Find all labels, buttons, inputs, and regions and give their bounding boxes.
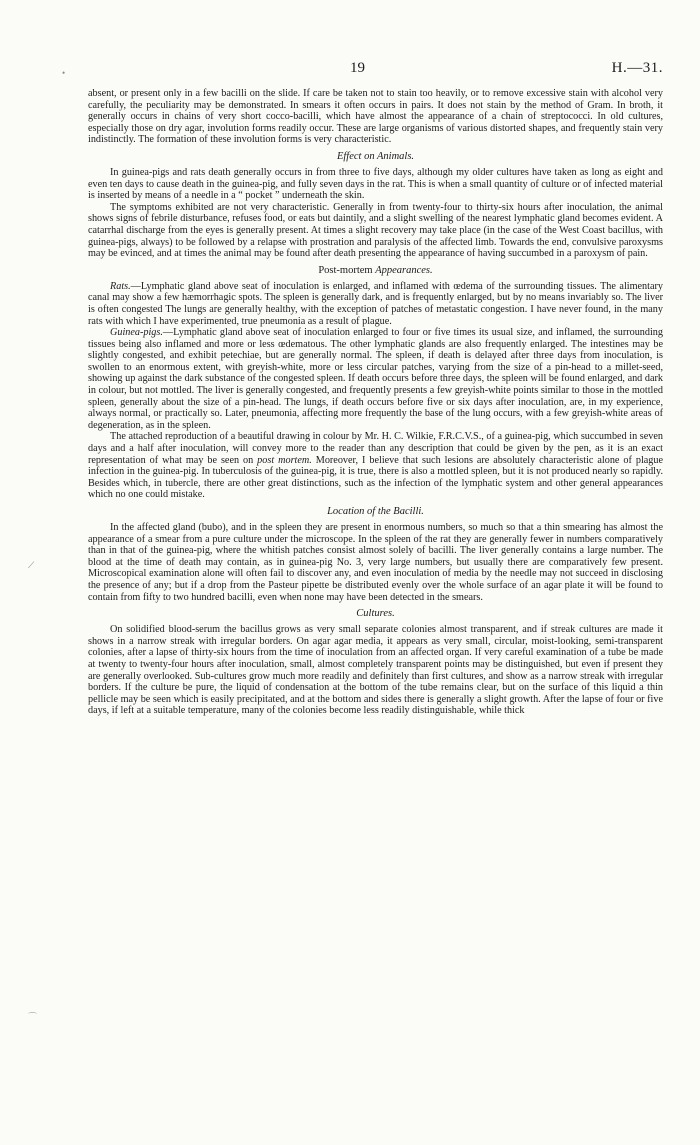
page-number: 19 xyxy=(350,60,365,76)
margin-mark: ⌒ xyxy=(28,1012,38,1022)
document-reference: H.—31. xyxy=(611,60,663,76)
margin-dot: • xyxy=(62,68,66,78)
paragraph: The symptoms exhibited are not very characteristic. Generally in from twenty-four to thirty-six hours after inoculation, the animal shows signs of febrile disturbance, refuses food, or eats but daintily, and a slight swelling of the nearest lymphatic gland becomes evident. A catarrhal discharge from the eyes is generally present. At times a slight recovery may take place (in the case of the West Coast bacillus, with guinea-pigs, always) to be followed by a relapse with prostration and paralysis of the affected limb. Towards the end, convulsive paroxysms may be evinced, and at times the animal may be found after death presenting the appearance of having succumbed in a paroxysm of pain. xyxy=(88,201,663,260)
section-heading-location: Location of the Bacilli. xyxy=(327,506,424,517)
intro-paragraph: absent, or present only in a few bacilli on the slide. If care be taken not to stain too heavily, or to remove excessive stain with alcohol very carefully, the peculiarity may be demonstrated. In smears it often occurs in pairs. It does not stain by the method of Gram. In broth, it generally occurs in chains of very short cocco-bacilli, which have almost the appearance of a chain of streptococci. In old cultures, especially those on dry agar, involution forms readily occur. These are large organisms of various distorted shapes, and frequently stain very indistinctly. The formation of these involution forms is very characteristic. xyxy=(88,88,663,146)
paragraph-guinea-pigs: Guinea-pigs.—Lymphatic gland above seat of inoculation enlarged to four or five times its usual size, and inflamed, the surrounding tissues being also inflamed and more or less œdematous. The other lymphatic glands are also frequently enlarged. The intestines may be slightly congested, and exhibit petechiae, but are generally normal. The spleen, if death is delayed after three days from inoculation, is swollen to an enormous extent, with greyish-white, more or less circular patches, varying from the size of a pin-head to a millet-seed, showing up against the dark substance of the congested spleen. If death occurs before three days, the spleen will be found enlarged, and dark in colour, but not mottled. The liver is generally congested, and frequently presents a few greyish-white points similar to those in the mottled spleen, generally about the size of a pin-head. The lungs, if death occurs before five or six days after inoculation, are, in my experience, always normal, or practically so. Later, pneumonia, affecting more frequently the base of the lung occurs, with a few greyish-white areas of degeneration, as in the spleen. xyxy=(88,327,663,431)
page-header xyxy=(88,60,663,88)
section-heading-effect-on-animals: Effect on Animals. xyxy=(336,150,415,162)
paragraph: In guinea-pigs and rats death generally occurs in from three to five days, although my older cultures have taken as long as eight and even ten days to cause death in the guinea-pig, and fully seven days in the rat. This is when a small quantity of culture or of infected material is inserted by means of a needle in a “ pocket ” underneath the skin. xyxy=(88,166,663,202)
document-page xyxy=(88,60,663,717)
paragraph: On solidified blood-serum the bacillus grows as very small separate colonies almost transparent, and if streak cultures are made it shows in a narrow streak with irregular borders. On agar agar media, it appears as very small, circular, moist-looking, semi-transparent colonies, after a lapse of thirty-six hours from the time of inoculation from an affected organ. If very careful examination of a tube be made at twenty to twenty-four hours after inoculation, small, almost completely transparent points may be distinguished, but even if present they are generally overlooked. Sub-cultures grow much more readily and definitely than first cultures, and show as a narrow streak with irregular borders. If the culture be pure, the liquid of condensation at the bottom of the tube remains clear, but on the surface of this liquid a thin pellicle may be seen which is easily precipitated, and at the bottom and sides there is generally a slight growth. After the lapse of four or five days, if left at a suitable temperature, many of the colonies become less readily distinguishable, while thick xyxy=(88,624,663,717)
section-heading-cultures: Cultures. xyxy=(356,608,395,620)
paragraph-wilkie: The attached reproduction of a beautiful drawing in colour by Mr. H. C. Wilkie, F.R.C.V.S., of a guinea-pig, which succumbed in seven days and a half after inoculation, will convey more to the reader than any description that could be given by the pen, as it is an exact representation of what may be seen on post mortem. Moreover, I believe that such lesions are absolutely characteristic alone of plague infection in the guinea-pig. In tuberculosis of the guinea-pig, it is true, there is also a mottled spleen, but it is not produced nearly so rapidly. Besides which, in tubercle, there are other great distinctions, such as the infection of the lymphatic system and other general appearances which no one could mistake. xyxy=(88,431,664,501)
margin-mark: ⟋ xyxy=(28,560,35,570)
paragraph-rats: Rats.—Lymphatic gland above seat of inoculation is enlarged, and inflamed with œdema of the surrounding tissues. The alimentary canal may show a few hæmorrhagic spots. The spleen is generally dark, and is frequently enlarged, but by no means invariably so. The liver is often congested The lungs are generally healthy, with the exception of patches of metastatic congestion. I have never found, in the many rats with which I have experimented, true pneumonia as a result of plague. xyxy=(88,280,663,327)
section-heading-post-mortem: Post-mortem Appearances. xyxy=(318,264,433,276)
paragraph: In the affected gland (bubo), and in the spleen they are present in enormous numbers, so much so that a thin smearing has almost the appearance of a smear from a pure culture under the microscope. In the spleen of the rat they are generally fewer in numbers comparatively than in that of the guinea-pig, where the whitish patches consist almost solely of bacilli. The liver generally contains a large number. The blood at the time of death may contain, as in guinea-pig No. 3, very large numbers, but usually there are comparatively few present. Microscopical examination alone will often fail to discover any, and even inoculation of media by the needle may not succeed in disclosing the presence of any; but if a drop from the Pasteur pipette be distributed evenly over the whole surface of an agar plate it will be found to contain from fifty to two hundred bacilli, even when none may have been detected in the smears. xyxy=(88,522,663,603)
